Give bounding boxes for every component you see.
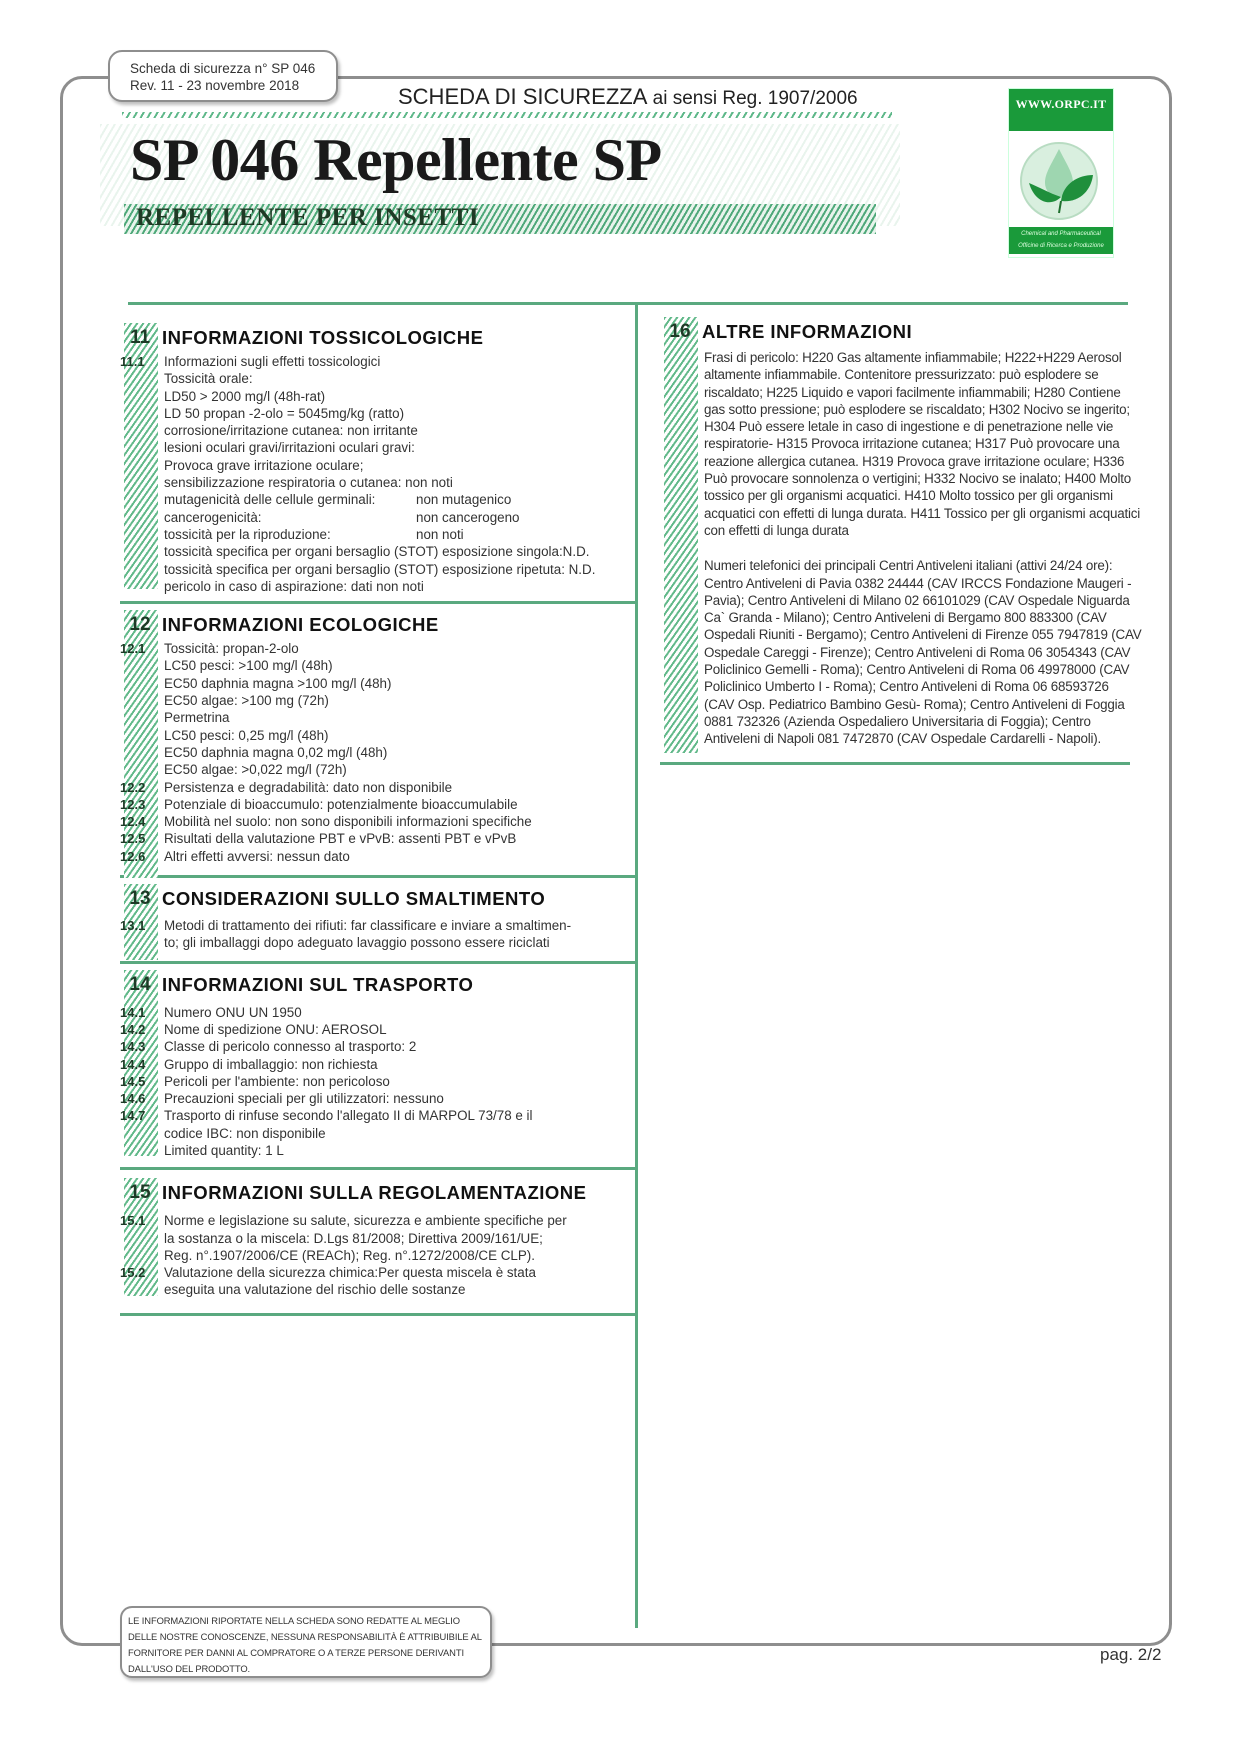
list-item — [120, 744, 635, 761]
item-text: Potenziale di bioaccumulo: potenzialmente bioaccumulabile — [164, 796, 518, 812]
property-label: mutagenicità delle cellule germinali: — [164, 492, 376, 508]
item-text: la sostanza o la miscela: D.Lgs 81/2008; Direttiva 2009/161/UE; — [164, 1230, 543, 1246]
item-text: Metodi di trattamento dei rifiuti: far classificare e inviare a smaltimen- — [164, 918, 572, 934]
item-number: 14.1 — [120, 1004, 146, 1020]
list-item — [120, 779, 635, 796]
list-item — [120, 422, 635, 439]
item-number: 15.1 — [120, 1213, 146, 1229]
disclaimer-box: LE INFORMAZIONI RIPORTATE NELLA SCHEDA SONO REDATTE AL MEGLIO DELLE NOSTRE CONOSCENZE, NESSUNA RESPONSABILITÀ È ATTRIBUIBILE AL FORNITORE PER DANNI AL COMPRATORE O A TERZE PERSONE DERIVANTI DALL'USO DEL PRODOTTO. — [120, 1606, 492, 1678]
item-number: 14.7 — [120, 1108, 146, 1124]
item-number — [120, 675, 164, 692]
poison-centers-contacts: Numeri telefonici dei principali Centri Antiveleni italiani (attivi 24/24 ore): Centro Antiveleni di Pavia 0382 24444 (CAV IRCCS Fondazione Maugeri - Pavia); Centro Antiveleni di Milano 02 66101029 (CAV Ospedale Niguarda Ca` Granda - Milano); Centro Antiveleni di Bergamo 800 883300 (CAV Ospedali Riuniti - Bergamo); Centro Antiveleni di Firenze 055 7947819 (CAV Ospedale Careggi - Firenze); Centro Antiveleni di Roma 06 3054343 (CAV Policlinico Gemelli - Roma); Centro Antiveleni di Roma 06 49978000 (CAV Policlinico Umberto I - Roma); Centro Antiveleni di Roma 06 68593726 (CAV Osp. Pediatrico Bambino Gesù- Roma); Centro Antiveleni di Foggia 0881 732326 (Azienda Ospedaliero Universitaria di Foggia); Centro Antiveleni di Napoli 081 7472870 (CAV Ospedale Cardarelli - Napoli). — [704, 558, 1142, 747]
section-11 — [120, 305, 635, 604]
section-15 — [120, 1170, 635, 1315]
item-text: lesioni oculari gravi/irritazioni oculari gravi: — [164, 440, 415, 456]
item-number: 14.6 — [120, 1091, 146, 1107]
list-item — [120, 848, 635, 865]
list-item — [120, 474, 635, 491]
list-item — [120, 692, 635, 709]
section-number: 16 — [669, 321, 691, 342]
item-text: eseguita una valutazione del rischio delle sostanze — [164, 1282, 466, 1298]
list-item — [120, 796, 635, 813]
item-text: EC50 daphnia magna 0,02 mg/l (48h) — [164, 744, 388, 760]
section-title: INFORMAZIONI TOSSICOLOGICHE — [162, 327, 484, 348]
property-label: tossicità per la riproduzione: — [164, 526, 331, 542]
item-text: LC50 pesci: >100 mg/l (48h) — [164, 658, 333, 674]
item-number — [120, 1281, 164, 1298]
section-divider — [120, 1313, 635, 1316]
list-item — [120, 830, 635, 847]
list-item — [120, 509, 635, 526]
list-item — [120, 1056, 635, 1073]
section-16 — [660, 305, 1150, 765]
section-title: INFORMAZIONI SULLA REGOLAMENTAZIONE — [162, 1182, 587, 1204]
item-number: 14.4 — [120, 1056, 146, 1072]
product-subtitle: REPELLENTE PER INSETTI — [136, 204, 480, 231]
column-divider — [635, 302, 638, 1628]
item-text: Reg. n°.1907/2006/CE (REACh); Reg. n°.1272/2008/CE CLP). — [164, 1247, 535, 1263]
section-number: 14 — [129, 973, 151, 995]
section-number: 13 — [129, 888, 151, 910]
item-text: Provoca grave irritazione oculare; — [164, 457, 364, 473]
item-text: EC50 algae: >100 mg (72h) — [164, 693, 329, 709]
section-number: 11 — [129, 327, 151, 348]
item-number — [120, 934, 164, 951]
section-header — [120, 323, 635, 353]
item-number: 12.6 — [120, 848, 146, 864]
item-number — [120, 657, 164, 674]
section-header — [120, 970, 635, 1000]
item-number: 11.1 — [120, 354, 145, 369]
list-item — [120, 1264, 635, 1281]
item-text: corrosione/irritazione cutanea: non irritante — [164, 423, 418, 439]
item-text: Norme e legislazione su salute, sicurezza e ambiente specifiche per — [164, 1213, 567, 1229]
item-text: Trasporto di rinfuse secondo l'allegato II di MARPOL 73/78 e il — [164, 1108, 533, 1124]
section-number: 12 — [129, 614, 151, 636]
list-item — [120, 457, 635, 474]
list-item — [120, 640, 635, 657]
list-item — [120, 370, 635, 387]
item-text: tossicità specifica per organi bersaglio (STOT) esposizione ripetuta: N.D. — [164, 561, 596, 577]
item-text: to; gli imballaggi dopo adeguato lavaggio possono essere riciclati — [164, 935, 550, 951]
company-logo — [1008, 88, 1114, 258]
item-number: 14.5 — [120, 1073, 146, 1089]
section-title: CONSIDERAZIONI SULLO SMALTIMENTO — [162, 888, 546, 910]
item-text: Risultati della valutazione PBT e vPvB: assenti PBT e vPvB — [164, 831, 517, 847]
list-item — [120, 388, 635, 405]
page-number: pag. 2/2 — [1100, 1645, 1162, 1664]
list-item — [120, 657, 635, 674]
item-text: LD50 > 2000 mg/l (48h-rat) — [164, 388, 326, 404]
list-item — [120, 1230, 635, 1247]
section-number: 15 — [129, 1182, 151, 1204]
logo-caption-line1: Chemical and Pharmaceutical — [1021, 231, 1101, 237]
logo-caption-line2: Officine di Ricerca e Produzione — [1018, 243, 1104, 249]
list-item — [120, 675, 635, 692]
item-text: Permetrina — [164, 710, 230, 726]
item-text: Classe di pericolo connesso al trasporto: 2 — [164, 1039, 417, 1055]
item-text: Informazioni sugli effetti tossicologici — [164, 354, 381, 369]
list-item — [120, 1281, 635, 1298]
item-text: EC50 daphnia magna >100 mg/l (48h) — [164, 675, 392, 691]
document-id-tag — [108, 50, 338, 102]
property-value: non mutagenico — [416, 492, 512, 508]
item-text: Limited quantity: 1 L — [164, 1142, 284, 1158]
list-item — [120, 1125, 635, 1142]
regulation-title-suffix: ai sensi Reg. 1907/2006 — [647, 88, 858, 109]
section-title: INFORMAZIONI ECOLOGICHE — [162, 614, 439, 636]
list-item — [120, 561, 635, 578]
list-item — [120, 813, 635, 830]
item-number — [120, 744, 164, 761]
list-item — [120, 709, 635, 726]
regulation-title — [398, 84, 858, 110]
item-number — [120, 1230, 164, 1247]
left-column — [120, 305, 635, 1316]
right-column — [660, 305, 1150, 765]
item-number — [120, 1247, 164, 1264]
property-value: non noti — [416, 526, 464, 542]
item-text: Altri effetti avversi: nessun dato — [164, 848, 350, 864]
item-text: Persistenza e degradabilità: dato non disponibile — [164, 779, 453, 795]
list-item — [120, 1038, 635, 1055]
logo-url: WWW.ORPC.IT — [1009, 89, 1113, 131]
item-number: 14.2 — [120, 1021, 146, 1037]
item-text: codice IBC: non disponibile — [164, 1125, 326, 1141]
list-item — [120, 526, 635, 543]
document-number: Scheda di sicurezza n° SP 046 — [130, 61, 316, 76]
list-item — [120, 1107, 635, 1124]
list-item — [120, 1142, 635, 1159]
item-number — [120, 692, 164, 709]
section-header — [120, 610, 635, 640]
item-number — [120, 709, 164, 726]
list-item — [120, 405, 635, 422]
section-divider — [660, 762, 1130, 765]
item-number: 15.2 — [120, 1265, 146, 1281]
property-label: cancerogenicità: — [164, 509, 262, 525]
property-value: non cancerogeno — [416, 509, 520, 525]
list-item — [120, 491, 635, 508]
list-item — [120, 439, 635, 456]
item-number: 12.3 — [120, 796, 146, 812]
section-12 — [120, 604, 635, 878]
section-header — [120, 1178, 635, 1208]
item-number: 12.1 — [120, 641, 146, 657]
hazard-statements: Frasi di pericolo: H220 Gas altamente infiammabile; H222+H229 Aerosol altamente infiammabile. Contenitore pressurizzato: può esplodere se riscaldato; H225 Liquido e vapori facilmente infiammabili; H280 Contiene gas sotto pressione; può esplodere se riscaldato; H302 Nocivo se ingerito; H304 Può essere letale in caso di ingestione e di penetrazione nelle vie respiratorie- H315 Provoca irritazione cutanea; H317 Può provocare una reazione allergica cutanea. H319 Provoca grave irritazione oculare; H336 Può provocare sonnolenza o vertigini; H332 Nocivo se inalato; H400 Molto tossico per gli organismi acquatici. H410 Molto tossico per gli organismi acquatici con effetti di lunga durata. H411 Tossico per gli organismi acquatici con effetti di lunga durata — [704, 350, 1141, 538]
item-text: Nome di spedizione ONU: AEROSOL — [164, 1021, 387, 1037]
logo-caption — [1009, 227, 1113, 254]
list-item — [120, 1073, 635, 1090]
list-item — [120, 917, 635, 934]
item-number — [120, 761, 164, 778]
list-item — [120, 578, 635, 595]
section-13 — [120, 878, 635, 964]
item-number: 13.1 — [120, 918, 146, 934]
item-number: 12.4 — [120, 814, 146, 830]
list-item — [120, 543, 635, 560]
item-text: EC50 algae: >0,022 mg/l (72h) — [164, 762, 347, 778]
item-text: pericolo in caso di aspirazione: dati non noti — [164, 578, 424, 594]
item-number — [120, 1142, 164, 1159]
list-item — [120, 727, 635, 744]
section-14 — [120, 964, 635, 1171]
list-item — [120, 934, 635, 951]
item-text: LD 50 propan -2-olo = 5045mg/kg (ratto) — [164, 405, 405, 421]
item-number — [120, 727, 164, 744]
section-title: ALTRE INFORMAZIONI — [702, 321, 913, 342]
item-number: 12.2 — [120, 779, 146, 795]
item-text: Precauzioni speciali per gli utilizzatori: nessuno — [164, 1091, 444, 1107]
list-item — [120, 353, 635, 370]
item-text: sensibilizzazione respiratoria o cutanea: non noti — [164, 475, 453, 491]
list-item — [120, 1090, 635, 1107]
section-header — [660, 317, 1150, 347]
item-text: Tossicità: propan-2-olo — [164, 641, 299, 657]
item-number: 14.3 — [120, 1039, 146, 1055]
regulation-title-main: SCHEDA DI SICUREZZA — [398, 84, 648, 109]
section-stripe — [664, 317, 698, 753]
item-text: Numero ONU UN 1950 — [164, 1004, 302, 1020]
list-item — [120, 1247, 635, 1264]
item-number — [120, 1125, 164, 1142]
section-title: INFORMAZIONI SUL TRASPORTO — [162, 973, 474, 995]
list-item — [120, 761, 635, 778]
item-text: tossicità specifica per organi bersaglio (STOT) esposizione singola:N.D. — [164, 544, 590, 560]
list-item — [120, 1021, 635, 1038]
item-text: Mobilità nel suolo: non sono disponibili informazioni specifiche — [164, 814, 532, 830]
list-item — [120, 1004, 635, 1021]
product-title: SP 046 Repellente SP — [130, 127, 662, 193]
item-text: Pericoli per l'ambiente: non pericoloso — [164, 1073, 390, 1089]
leaf-drop-emblem-icon — [1009, 131, 1113, 227]
decorative-hatch — [122, 112, 892, 118]
list-item — [120, 1212, 635, 1229]
revision-date: Rev. 11 - 23 novembre 2018 — [130, 78, 300, 93]
section-header — [120, 884, 635, 914]
item-text: Tossicità orale: — [164, 371, 253, 387]
item-number: 12.5 — [120, 831, 146, 847]
item-text: Gruppo di imballaggio: non richiesta — [164, 1056, 378, 1072]
item-text: Valutazione della sicurezza chimica:Per questa miscela è stata — [164, 1265, 536, 1281]
item-text: LC50 pesci: 0,25 mg/l (48h) — [164, 727, 329, 743]
